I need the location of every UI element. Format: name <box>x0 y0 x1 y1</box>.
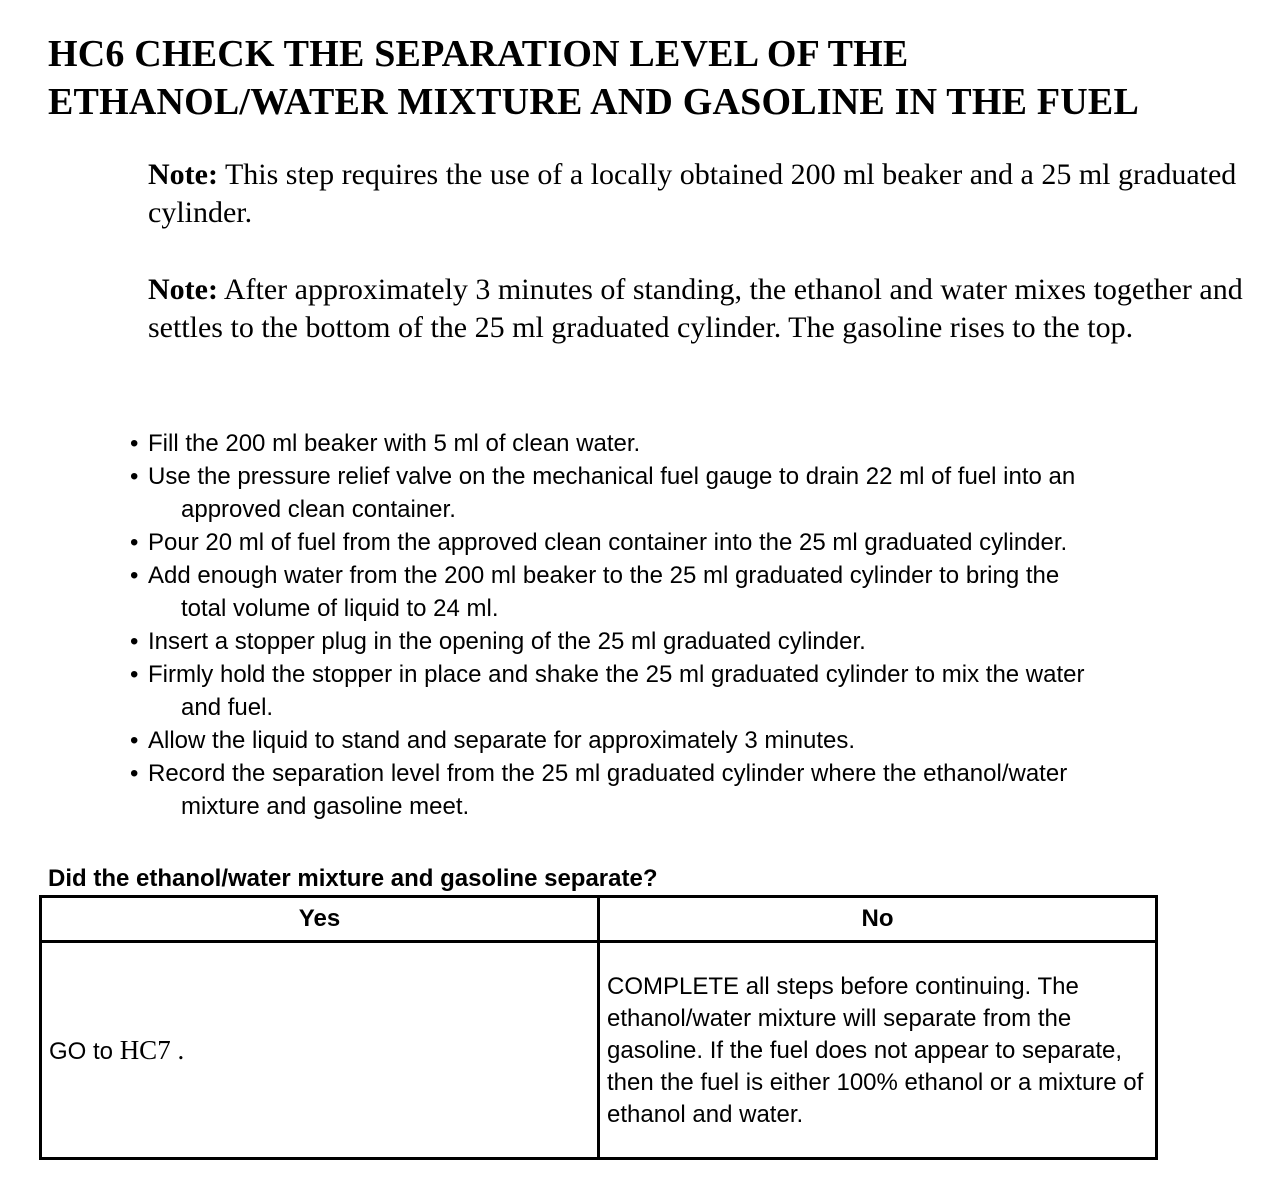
no-action-text: COMPLETE all steps before continuing. The ethanol/water mixture will separate from the gasoline. If the fuel does not appear to separate, then the fuel is either 100% ethanol or a mixture of ethanol and water. <box>607 973 1144 1128</box>
step-text-continued: approved clean container. <box>181 496 456 523</box>
decision-action-row <box>41 942 1157 1159</box>
procedure-steps <box>130 427 1250 823</box>
step-text-continued: and fuel. <box>181 694 274 721</box>
page-title: HC6 CHECK THE SEPARATION LEVEL OF THE ETHANOL/WATER MIXTURE AND GASOLINE IN THE FUEL <box>48 33 1139 123</box>
go-to-hc7-link[interactable]: HC7 . <box>119 1034 185 1065</box>
step-item <box>130 526 1250 559</box>
bullet-icon: • <box>130 562 139 589</box>
bullet-icon: • <box>130 727 139 754</box>
step-item <box>130 427 1250 460</box>
step-text: Fill the 200 ml beaker with 5 ml of clean water. <box>148 430 641 457</box>
step-item <box>130 658 1250 724</box>
bullet-icon: • <box>130 760 139 787</box>
note-label: Note: <box>148 158 218 191</box>
step-text: Pour 20 ml of fuel from the approved clean container into the 25 ml graduated cylinder. <box>148 529 1068 556</box>
note-text: This step requires the use of a locally obtained 200 ml beaker and a 25 ml graduated cylinder. <box>148 158 1237 229</box>
note-separation <box>148 271 1248 347</box>
step-item <box>130 757 1250 823</box>
yes-header: Yes <box>41 897 599 942</box>
step-text: Add enough water from the 200 ml beaker to the 25 ml graduated cylinder to bring the <box>148 562 1060 589</box>
bullet-icon: • <box>130 661 139 688</box>
step-text-continued: total volume of liquid to 24 ml. <box>181 595 499 622</box>
step-item <box>130 724 1250 757</box>
yes-action-text: GO to <box>49 1037 120 1065</box>
bullet-icon: • <box>130 430 139 457</box>
decision-table <box>39 895 1158 1160</box>
step-item <box>130 625 1250 658</box>
decision-header-row <box>41 897 1157 942</box>
no-header: No <box>599 897 1157 942</box>
step-text: Use the pressure relief valve on the mechanical fuel gauge to drain 22 ml of fuel into an <box>148 463 1076 490</box>
decision-question: Did the ethanol/water mixture and gasoline separate? <box>48 865 658 892</box>
step-text: Allow the liquid to stand and separate for approximately 3 minutes. <box>148 727 856 754</box>
step-item <box>130 460 1250 526</box>
no-action-cell <box>599 942 1157 1159</box>
note-label: Note: <box>148 273 218 306</box>
step-item <box>130 559 1250 625</box>
bullet-icon: • <box>130 463 139 490</box>
yes-action-cell <box>41 942 599 1159</box>
step-text: Insert a stopper plug in the opening of the 25 ml graduated cylinder. <box>148 628 866 655</box>
step-text: Record the separation level from the 25 ml graduated cylinder where the ethanol/water <box>148 760 1068 787</box>
bullet-icon: • <box>130 628 139 655</box>
step-text: Firmly hold the stopper in place and shake the 25 ml graduated cylinder to mix the water <box>148 661 1085 688</box>
bullet-icon: • <box>130 529 139 556</box>
step-text-continued: mixture and gasoline meet. <box>181 793 470 820</box>
note-equipment <box>148 156 1248 232</box>
note-text: After approximately 3 minutes of standing, the ethanol and water mixes together and settles to the bottom of the 25 ml graduated cylinder. The gasoline rises to the top. <box>148 273 1243 344</box>
